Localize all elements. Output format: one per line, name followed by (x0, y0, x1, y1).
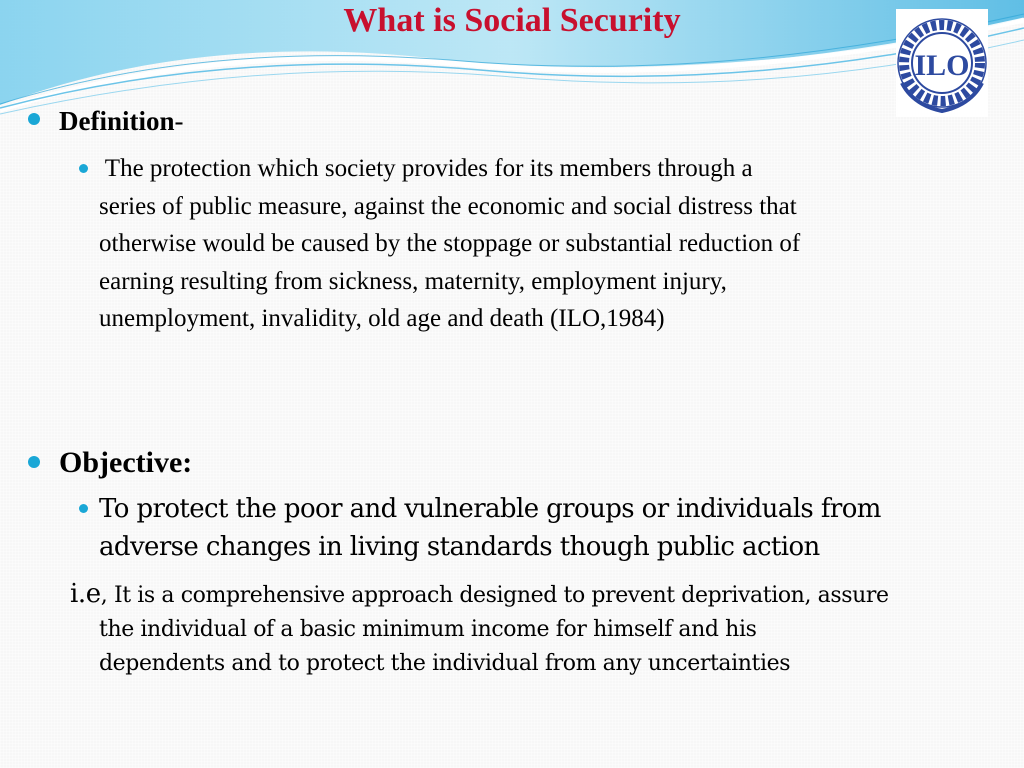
definition-text (99, 150, 999, 338)
ilo-logo (896, 9, 988, 117)
objective-line: adverse changes in living standards though public action (99, 531, 820, 562)
ie-explanation (70, 577, 1000, 681)
ie-line: It is a comprehensive approach designed to prevent deprivation, assure (113, 583, 889, 608)
objective-text-bullet-icon (79, 504, 88, 513)
definition-line: earning resulting from sickness, maternity, employment injury, (99, 267, 727, 295)
slide-title: What is Social Security (343, 2, 681, 39)
definition-heading (59, 105, 184, 137)
definition-heading-text: Definition (59, 106, 175, 136)
definition-line: The protection which society provides for its members through a (99, 155, 753, 182)
ie-label: i.e (70, 579, 101, 609)
definition-heading-suffix: - (174, 106, 184, 136)
ie-line: dependents and to protect the individual from any uncertainties (99, 651, 791, 676)
definition-line: unemployment, invalidity, old age and death (ILO,1984) (99, 305, 665, 332)
svg-text:ILO: ILO (914, 49, 970, 82)
ie-line: the individual of a basic minimum income for himself and his (99, 617, 757, 642)
definition-line: otherwise would be caused by the stoppage or substantial reduction of (99, 230, 801, 257)
objective-line: To protect the poor and vulnerable groups or individuals from (99, 494, 881, 524)
objective-heading: Objective: (59, 446, 193, 479)
definition-bullet-icon (28, 113, 40, 125)
definition-line: series of public measure, against the economic and social distress that (99, 192, 797, 220)
objective-bullet-icon (28, 456, 40, 468)
ie-comma: , (100, 583, 114, 608)
objective-text (99, 491, 999, 566)
definition-text-bullet-icon (79, 164, 88, 173)
